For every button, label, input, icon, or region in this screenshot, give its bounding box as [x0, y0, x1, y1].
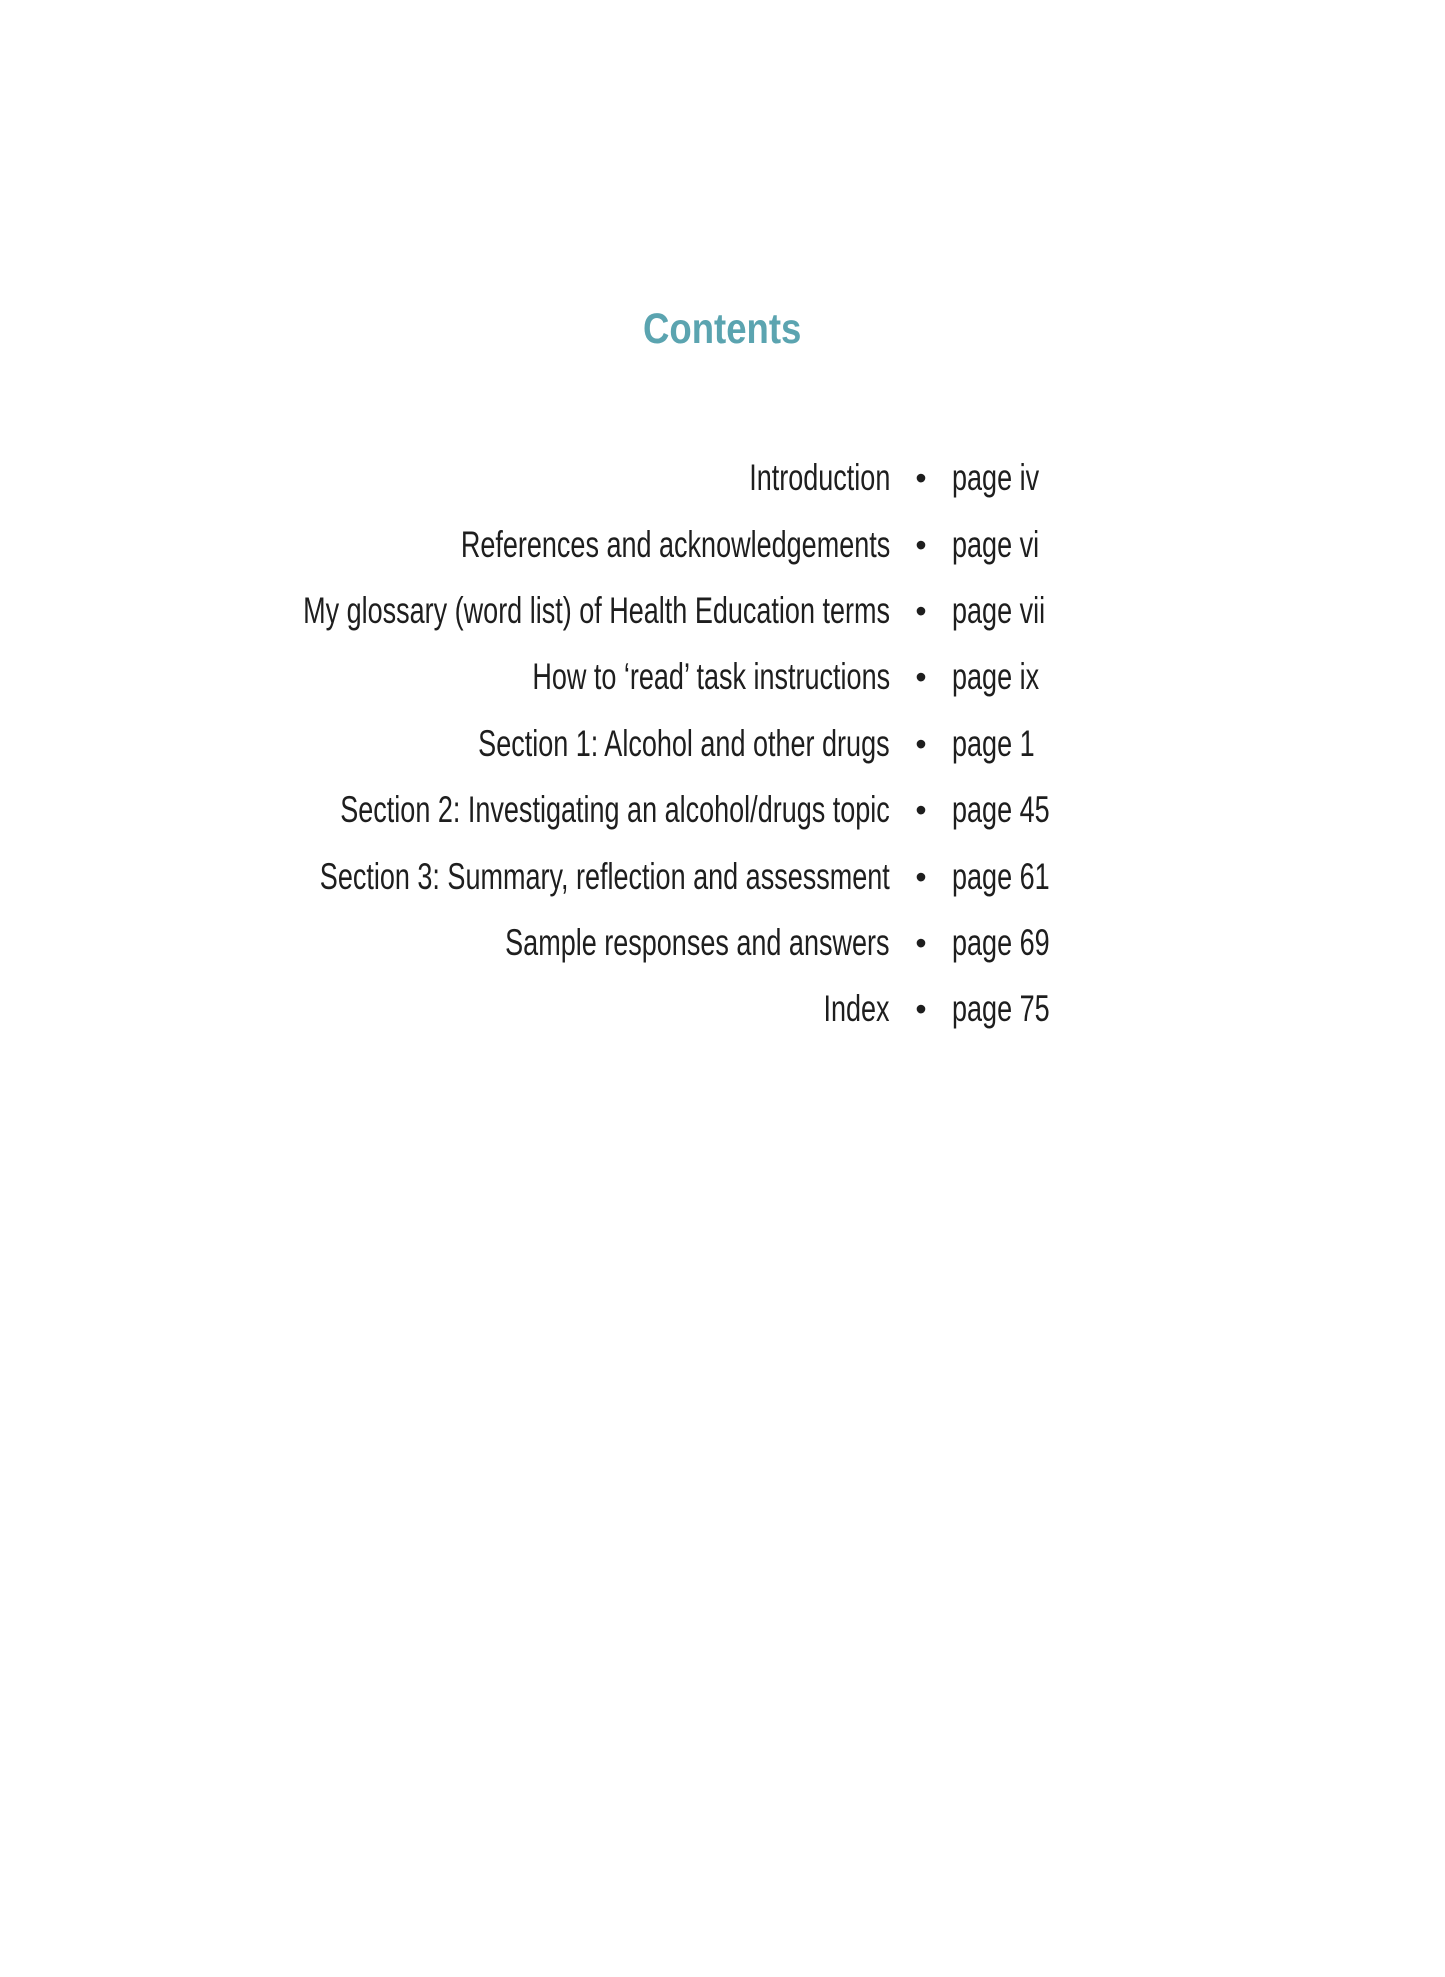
- table-of-contents: [0, 445, 1445, 1043]
- toc-entry: [0, 910, 1445, 976]
- bullet-icon: •: [915, 792, 927, 829]
- toc-entry: [0, 711, 1445, 777]
- toc-entry-label: Sample responses and answers: [505, 921, 890, 963]
- page-title: [0, 305, 1445, 353]
- bullet-icon: •: [915, 924, 927, 961]
- bullet-icon: •: [915, 858, 927, 895]
- toc-entry-label-cell: [0, 525, 890, 565]
- toc-entry-page: page vii: [952, 589, 1046, 631]
- bullet-icon: •: [915, 526, 927, 563]
- toc-entry-label: Section 2: Investigating an alcohol/drugs topic: [340, 789, 890, 831]
- toc-entry-page: page ix: [952, 656, 1040, 698]
- toc-entry: [0, 777, 1445, 843]
- toc-entry: [0, 644, 1445, 710]
- toc-entry-label: My glossary (word list) of Health Education terms: [303, 589, 890, 631]
- toc-entry-label-cell: [0, 923, 890, 963]
- toc-entry-page: page 45: [952, 789, 1050, 831]
- bullet-icon: •: [915, 991, 927, 1028]
- toc-entry-label-cell: [0, 458, 890, 498]
- toc-entry-label: References and acknowledgements: [460, 523, 890, 565]
- toc-entry-label: Index: [823, 988, 890, 1030]
- toc-entry-label-cell: [0, 790, 890, 830]
- toc-entry-page-cell: [952, 525, 1445, 565]
- toc-entry-page-cell: [952, 458, 1445, 498]
- toc-entry-page-cell: [952, 657, 1445, 697]
- toc-entry-page-cell: [952, 857, 1445, 897]
- toc-entry-label-cell: [0, 591, 890, 631]
- bullet-icon: •: [915, 460, 927, 497]
- toc-entry-label-cell: [0, 657, 890, 697]
- bullet-icon: •: [915, 592, 927, 629]
- toc-entry: [0, 976, 1445, 1042]
- bullet-icon: •: [915, 725, 927, 762]
- toc-entry-page: page 69: [952, 921, 1050, 963]
- toc-entry-label: How to ‘read’ task instructions: [532, 656, 890, 698]
- toc-entry-page-cell: [952, 724, 1445, 764]
- toc-entry-page-cell: [952, 790, 1445, 830]
- toc-entry-page-cell: [952, 923, 1445, 963]
- toc-entry-label: Section 1: Alcohol and other drugs: [478, 722, 890, 764]
- toc-entry-label-cell: [0, 724, 890, 764]
- toc-entry-page-cell: [952, 591, 1445, 631]
- toc-entry-label: Section 3: Summary, reflection and assessment: [320, 855, 890, 897]
- toc-entry-label-cell: [0, 989, 890, 1029]
- toc-entry-page: page 1: [952, 722, 1035, 764]
- toc-entry: [0, 511, 1445, 577]
- toc-entry-page: page iv: [952, 457, 1040, 499]
- toc-entry-page: page 75: [952, 988, 1050, 1030]
- bullet-icon: •: [915, 659, 927, 696]
- toc-entry-page-cell: [952, 989, 1445, 1029]
- toc-entry-label-cell: [0, 857, 890, 897]
- toc-entry: [0, 578, 1445, 644]
- toc-entry-page: page vi: [952, 523, 1040, 565]
- toc-entry-page: page 61: [952, 855, 1050, 897]
- page-title-text: Contents: [643, 305, 802, 353]
- toc-entry-label: Introduction: [748, 457, 890, 499]
- toc-entry: [0, 843, 1445, 909]
- toc-entry: [0, 445, 1445, 511]
